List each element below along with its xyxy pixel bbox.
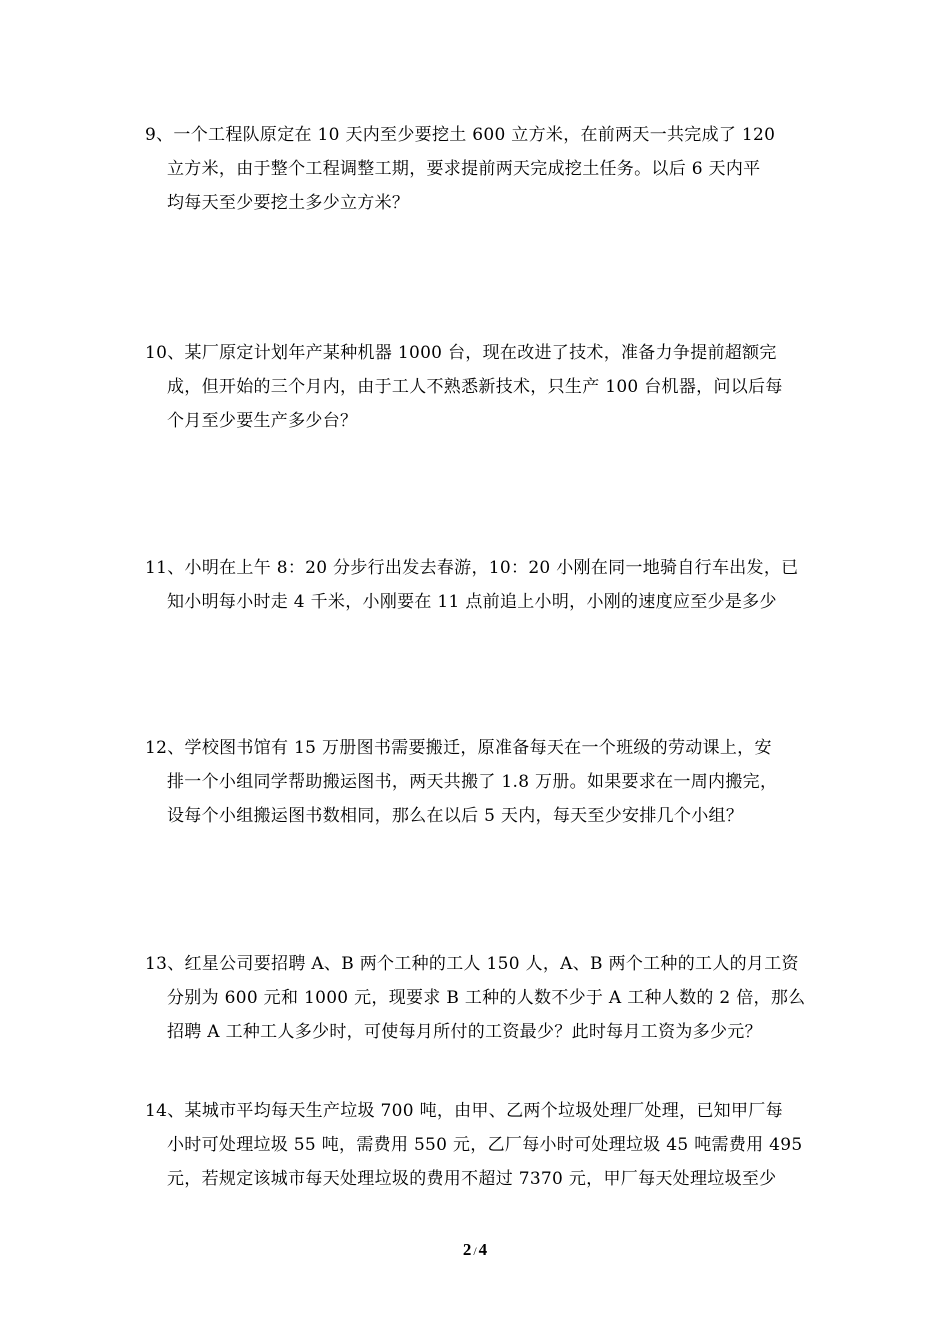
problem-14-line-1: 14、某城市平均每天生产垃圾 700 吨，由甲、乙两个垃圾处理厂处理，已知甲厂每 xyxy=(145,1101,783,1121)
problem-10 xyxy=(145,336,810,438)
problem-10-line-2: 成，但开始的三个月内，由于工人不熟悉新技术，只生产 100 台机器，问以后每 xyxy=(167,377,783,397)
problem-14-line-2: 小时可处理垃圾 55 吨，需费用 550 元，乙厂每小时可处理垃圾 45 吨需费用 495 xyxy=(167,1135,803,1155)
page-separator: / xyxy=(473,1244,477,1258)
problem-12-line-1: 12、学校图书馆有 15 万册图书需要搬迁，原准备每天在一个班级的劳动课上，安 xyxy=(145,738,772,758)
problem-14 xyxy=(145,1094,810,1196)
problem-9-line-1: 9、一个工程队原定在 10 天内至少要挖土 600 立方米，在前两天一共完成了 120 xyxy=(145,125,776,145)
page-number xyxy=(0,1240,950,1260)
problem-9-line-3: 均每天至少要挖土多少立方米？ xyxy=(167,193,410,213)
problem-11-line-2: 知小明每小时走 4 千米，小刚要在 11 点前追上小明，小刚的速度应至少是多少 xyxy=(167,592,777,612)
problem-9-line-2: 立方米，由于整个工程调整工期，要求提前两天完成挖土任务。以后 6 天内平 xyxy=(167,159,761,179)
problem-13-line-1: 13、红星公司要招聘 A、B 两个工种的工人 150 人，A、B 两个工种的工人的月工资 xyxy=(145,954,799,974)
problem-13-line-2: 分别为 600 元和 1000 元，现要求 B 工种的人数不少于 A 工种人数的 2 倍，那么 xyxy=(167,988,806,1008)
problem-12 xyxy=(145,731,810,833)
problem-9 xyxy=(145,118,810,220)
problem-13-line-3: 招聘 A 工种工人多少时，可使每月所付的工资最少？此时每月工资为多少元？ xyxy=(167,1022,762,1042)
problem-11 xyxy=(145,551,810,619)
current-page: 2 xyxy=(462,1240,472,1259)
problem-12-line-3: 设每个小组搬运图书数相同，那么在以后 5 天内，每天至少安排几个小组？ xyxy=(167,806,744,826)
problem-14-line-3: 元，若规定该城市每天处理垃圾的费用不超过 7370 元，甲厂每天处理垃圾至少 xyxy=(167,1169,777,1189)
problem-13 xyxy=(145,947,810,1049)
problem-12-line-2: 排一个小组同学帮助搬运图书，两天共搬了 1.8 万册。如果要求在一周内搬完， xyxy=(167,772,778,792)
total-pages: 4 xyxy=(478,1240,488,1259)
problem-10-line-1: 10、某厂原定计划年产某种机器 1000 台，现在改进了技术，准备力争提前超额完 xyxy=(145,343,777,363)
problem-11-line-1: 11、小明在上午 8：20 分步行出发去春游，10：20 小刚在同一地骑自行车出发，已 xyxy=(145,558,799,578)
problem-10-line-3: 个月至少要生产多少台？ xyxy=(167,411,358,431)
